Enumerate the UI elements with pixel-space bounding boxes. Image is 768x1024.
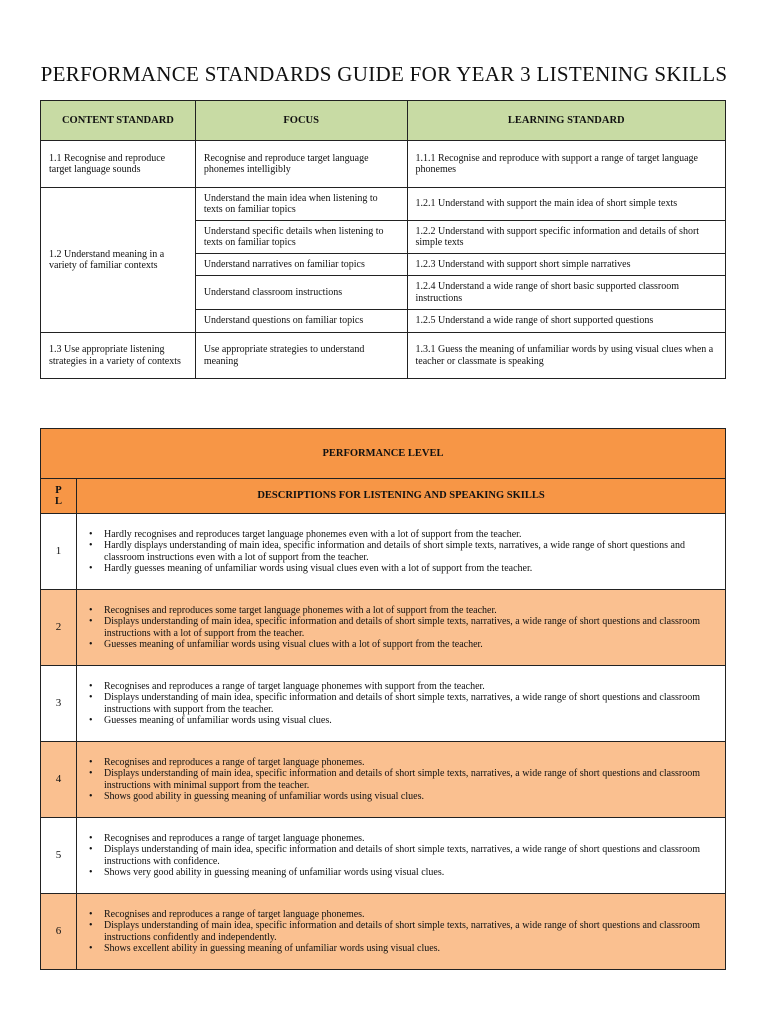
focus-cell: Understand questions on familiar topics [195,310,407,333]
pl-header-l: L [54,496,62,507]
level-number: 6 [41,894,77,970]
performance-header-row [41,479,726,514]
level-description [77,894,726,970]
level-row-3 [41,666,726,742]
performance-title-row [41,429,726,479]
list-item: • Guesses meaning of unfamiliar words using visual clues with a lot of support from the teacher. [104,639,724,651]
level-description [77,818,726,894]
learning-standard-cell: 1.1.1 Recognise and reproduce with support a range of target language phonemes [407,141,726,188]
list-item: • Recognises and reproduces a range of target language phonemes. [104,757,724,769]
list-item: • Hardly displays understanding of main idea, specific information and details of short simple texts, narratives, a wide range of short questions and classroom instructions even with a lot of support from the teacher. [104,540,724,563]
list-item: • Displays understanding of main idea, specific information and details of short simple texts, narratives, a wide range of short questions and classroom instructions with a lot of support from the teacher. [104,616,724,639]
focus-header: FOCUS [195,101,407,141]
standards-table [40,100,726,379]
learning-standard-cell: 1.2.2 Understand with support specific information and details of short simple texts [407,221,726,254]
level-number: 2 [41,590,77,666]
level-description [77,666,726,742]
list-item: • Recognises and reproduces some target language phonemes with a lot of support from the teacher. [104,605,724,617]
level-description [77,742,726,818]
focus-cell: Understand classroom instructions [195,276,407,310]
content-standard-cell: 1.3 Use appropriate listening strategies in a variety of contexts [41,333,196,379]
level-row-1 [41,514,726,590]
table-row [41,188,726,221]
list-item: • Recognises and reproduces a range of target language phonemes. [104,833,724,845]
level-number: 3 [41,666,77,742]
table-row [41,141,726,188]
list-item: • Recognises and reproduces a range of target language phonemes. [104,909,724,921]
focus-cell: Use appropriate strategies to understand meaning [195,333,407,379]
table-row [41,333,726,379]
list-item: • Shows excellent ability in guessing meaning of unfamiliar words using visual clues. [104,943,724,955]
performance-level-title: PERFORMANCE LEVEL [41,429,726,479]
list-item: • Shows very good ability in guessing meaning of unfamiliar words using visual clues. [104,867,724,879]
level-number: 5 [41,818,77,894]
list-item: • Shows good ability in guessing meaning of unfamiliar words using visual clues. [104,791,724,803]
focus-cell: Understand the main idea when listening to texts on familiar topics [195,188,407,221]
page-title: PERFORMANCE STANDARDS GUIDE FOR YEAR 3 LISTENING SKILLS [40,62,728,86]
level-row-6 [41,894,726,970]
learning-standard-cell: 1.2.5 Understand a wide range of short supported questions [407,310,726,333]
focus-cell: Understand narratives on familiar topics [195,254,407,276]
pl-header-p: P [55,485,62,496]
learning-standard-cell: 1.2.1 Understand with support the main idea of short simple texts [407,188,726,221]
list-item: • Displays understanding of main idea, specific information and details of short simple texts, narratives, a wide range of short questions and classroom instructions with support from the teacher. [104,692,724,715]
learning-standard-header: LEARNING STANDARD [407,101,726,141]
list-item: • Displays understanding of main idea, specific information and details of short simple texts, narratives, a wide range of short questions and classroom instructions with minimal support from the teacher. [104,768,724,791]
level-row-2 [41,590,726,666]
learning-standard-cell: 1.2.3 Understand with support short simple narratives [407,254,726,276]
content-standard-cell: 1.1 Recognise and reproduce target language sounds [41,141,196,188]
focus-cell: Recognise and reproduce target language phonemes intelligibly [195,141,407,188]
focus-cell: Understand specific details when listening to texts on familiar topics [195,221,407,254]
level-row-5 [41,818,726,894]
list-item: • Recognises and reproduces a range of target language phonemes with support from the teacher. [104,681,724,693]
content-standard-cell: 1.2 Understand meaning in a variety of familiar contexts [41,188,196,333]
level-description [77,590,726,666]
level-number: 1 [41,514,77,590]
descriptions-header: DESCRIPTIONS FOR LISTENING AND SPEAKING SKILLS [77,479,726,514]
list-item: • Displays understanding of main idea, specific information and details of short simple texts, narratives, a wide range of short questions and classroom instructions confidently and independently. [104,920,724,943]
content-standard-header: CONTENT STANDARD [41,101,196,141]
pl-header [41,479,77,514]
list-item: • Hardly guesses meaning of unfamiliar words using visual clues even with a lot of support from the teacher. [104,563,724,575]
level-number: 4 [41,742,77,818]
list-item: • Hardly recognises and reproduces target language phonemes even with a lot of support from the teacher. [104,529,724,541]
list-item: • Displays understanding of main idea, specific information and details of short simple texts, narratives, a wide range of short questions and classroom instructions with confidence. [104,844,724,867]
list-item: • Guesses meaning of unfamiliar words using visual clues. [104,715,724,727]
level-row-4 [41,742,726,818]
performance-level-table [40,428,726,970]
standards-header-row [41,101,726,141]
learning-standard-cell: 1.3.1 Guess the meaning of unfamiliar words by using visual clues when a teacher or classmate is speaking [407,333,726,379]
learning-standard-cell: 1.2.4 Understand a wide range of short basic supported classroom instructions [407,276,726,310]
level-description [77,514,726,590]
